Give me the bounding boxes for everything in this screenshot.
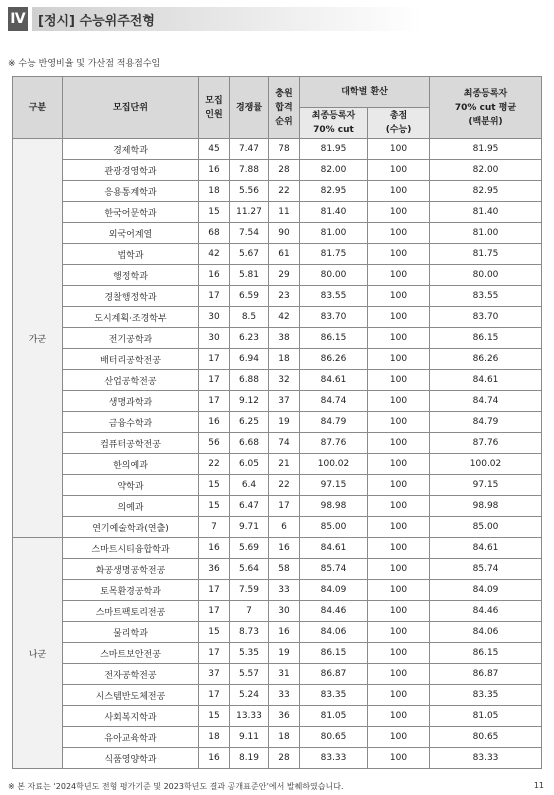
rank-cell: 16 <box>269 538 300 559</box>
footnote: ※ 본 자료는 ‘2024학년도 전형 평가기준 및 2023학년도 결과 공개표준안’에서 발췌하였습니다. <box>8 782 344 791</box>
table-row <box>13 160 542 181</box>
quota-cell: 42 <box>199 244 230 265</box>
total-cell: 100 <box>368 433 430 454</box>
percentile-cell: 86.15 <box>430 328 542 349</box>
rate-cell: 5.35 <box>230 643 269 664</box>
unit-cell: 화공생명공학전공 <box>63 559 199 580</box>
final-cut-cell: 87.76 <box>300 433 368 454</box>
quota-cell: 45 <box>199 139 230 160</box>
final-cut-cell: 84.06 <box>300 622 368 643</box>
percentile-cell: 98.98 <box>430 496 542 517</box>
total-cell: 100 <box>368 244 430 265</box>
rate-cell: 7.59 <box>230 580 269 601</box>
unit-cell: 응용통계학과 <box>63 181 199 202</box>
unit-cell: 스마트팩토리전공 <box>63 601 199 622</box>
table-row <box>13 265 542 286</box>
rank-cell: 37 <box>269 391 300 412</box>
rank-cell: 11 <box>269 202 300 223</box>
rank-cell: 23 <box>269 286 300 307</box>
total-cell: 100 <box>368 265 430 286</box>
table-row <box>13 370 542 391</box>
total-cell: 100 <box>368 685 430 706</box>
total-cell: 100 <box>368 307 430 328</box>
table-row <box>13 622 542 643</box>
quota-cell: 37 <box>199 664 230 685</box>
results-table <box>12 76 542 769</box>
percentile-cell: 84.74 <box>430 391 542 412</box>
unit-cell: 토목환경공학과 <box>63 580 199 601</box>
group-label: 가군 <box>13 139 63 538</box>
table-row <box>13 307 542 328</box>
percentile-cell: 82.00 <box>430 160 542 181</box>
final-cut-cell: 81.75 <box>300 244 368 265</box>
table-row <box>13 580 542 601</box>
total-cell: 100 <box>368 181 430 202</box>
quota-cell: 56 <box>199 433 230 454</box>
rank-cell: 16 <box>269 622 300 643</box>
table-row <box>13 454 542 475</box>
rank-cell: 31 <box>269 664 300 685</box>
section-title: [정시] 수능위주전형 <box>32 7 554 31</box>
percentile-cell: 84.46 <box>430 601 542 622</box>
rate-cell: 5.69 <box>230 538 269 559</box>
unit-cell: 전자공학전공 <box>63 664 199 685</box>
rate-cell: 6.59 <box>230 286 269 307</box>
quota-cell: 68 <box>199 223 230 244</box>
quota-cell: 15 <box>199 475 230 496</box>
final-cut-cell: 81.00 <box>300 223 368 244</box>
percentile-cell: 84.09 <box>430 580 542 601</box>
rank-cell: 61 <box>269 244 300 265</box>
final-cut-cell: 82.95 <box>300 181 368 202</box>
total-cell: 100 <box>368 286 430 307</box>
unit-cell: 약학과 <box>63 475 199 496</box>
unit-cell: 금융수학과 <box>63 412 199 433</box>
rate-cell: 7.47 <box>230 139 269 160</box>
rate-cell: 5.64 <box>230 559 269 580</box>
final-cut-cell: 84.09 <box>300 580 368 601</box>
percentile-cell: 85.00 <box>430 517 542 538</box>
unit-cell: 생명과학과 <box>63 391 199 412</box>
rate-cell: 7.54 <box>230 223 269 244</box>
percentile-cell: 87.76 <box>430 433 542 454</box>
unit-cell: 전기공학과 <box>63 328 199 349</box>
final-cut-cell: 81.95 <box>300 139 368 160</box>
percentile-cell: 82.95 <box>430 181 542 202</box>
unit-cell: 행정학과 <box>63 265 199 286</box>
total-cell: 100 <box>368 706 430 727</box>
quota-cell: 15 <box>199 622 230 643</box>
group-label: 나군 <box>13 538 63 769</box>
quota-cell: 17 <box>199 601 230 622</box>
quota-cell: 17 <box>199 286 230 307</box>
rank-cell: 78 <box>269 139 300 160</box>
final-cut-cell: 85.00 <box>300 517 368 538</box>
final-cut-cell: 98.98 <box>300 496 368 517</box>
quota-cell: 17 <box>199 685 230 706</box>
table-row <box>13 706 542 727</box>
total-cell: 100 <box>368 496 430 517</box>
final-cut-cell: 80.65 <box>300 727 368 748</box>
quota-cell: 16 <box>199 160 230 181</box>
unit-cell: 법학과 <box>63 244 199 265</box>
total-cell: 100 <box>368 664 430 685</box>
rate-cell: 5.24 <box>230 685 269 706</box>
total-cell: 100 <box>368 349 430 370</box>
quota-cell: 16 <box>199 538 230 559</box>
table-row <box>13 559 542 580</box>
percentile-cell: 81.00 <box>430 223 542 244</box>
rate-cell: 6.05 <box>230 454 269 475</box>
unit-cell: 배터리공학전공 <box>63 349 199 370</box>
final-cut-cell: 84.46 <box>300 601 368 622</box>
final-cut-cell: 83.35 <box>300 685 368 706</box>
table-row <box>13 244 542 265</box>
rate-cell: 7 <box>230 601 269 622</box>
quota-cell: 30 <box>199 307 230 328</box>
quota-cell: 15 <box>199 202 230 223</box>
table-row <box>13 328 542 349</box>
rate-cell: 8.19 <box>230 748 269 769</box>
total-cell: 100 <box>368 643 430 664</box>
percentile-cell: 80.00 <box>430 265 542 286</box>
rate-cell: 9.12 <box>230 391 269 412</box>
top-note: ※ 수능 반영비율 및 가산점 적용점수임 <box>8 59 161 69</box>
rate-cell: 6.94 <box>230 349 269 370</box>
table-row <box>13 727 542 748</box>
final-cut-cell: 86.26 <box>300 349 368 370</box>
unit-cell: 의예과 <box>63 496 199 517</box>
final-cut-cell: 83.55 <box>300 286 368 307</box>
rank-cell: 28 <box>269 160 300 181</box>
rank-cell: 28 <box>269 748 300 769</box>
unit-cell: 관광경영학과 <box>63 160 199 181</box>
unit-cell: 연기예술학과(연출) <box>63 517 199 538</box>
quota-cell: 17 <box>199 391 230 412</box>
rank-cell: 18 <box>269 349 300 370</box>
quota-cell: 17 <box>199 370 230 391</box>
quota-cell: 18 <box>199 181 230 202</box>
quota-cell: 22 <box>199 454 230 475</box>
rate-cell: 9.71 <box>230 517 269 538</box>
rank-cell: 21 <box>269 454 300 475</box>
total-cell: 100 <box>368 727 430 748</box>
section-header <box>8 6 554 32</box>
rank-cell: 30 <box>269 601 300 622</box>
total-cell: 100 <box>368 412 430 433</box>
total-cell: 100 <box>368 328 430 349</box>
table-row <box>13 223 542 244</box>
total-cell: 100 <box>368 223 430 244</box>
quota-cell: 17 <box>199 580 230 601</box>
unit-cell: 도시계획·조경학부 <box>63 307 199 328</box>
total-cell: 100 <box>368 391 430 412</box>
header-total: 총점 (수능) <box>368 108 430 139</box>
percentile-cell: 83.70 <box>430 307 542 328</box>
table-row <box>13 601 542 622</box>
quota-cell: 16 <box>199 748 230 769</box>
rate-cell: 13.33 <box>230 706 269 727</box>
total-cell: 100 <box>368 748 430 769</box>
quota-cell: 30 <box>199 328 230 349</box>
final-cut-cell: 84.74 <box>300 391 368 412</box>
quota-cell: 36 <box>199 559 230 580</box>
total-cell: 100 <box>368 559 430 580</box>
percentile-cell: 86.15 <box>430 643 542 664</box>
rank-cell: 58 <box>269 559 300 580</box>
total-cell: 100 <box>368 580 430 601</box>
table-row <box>13 517 542 538</box>
final-cut-cell: 84.61 <box>300 370 368 391</box>
header-percentile: 최종등록자 70% cut 평균 (백분위) <box>430 77 542 139</box>
rate-cell: 9.11 <box>230 727 269 748</box>
total-cell: 100 <box>368 160 430 181</box>
unit-cell: 식품영양학과 <box>63 748 199 769</box>
header-gubun: 구분 <box>13 77 63 139</box>
table-row <box>13 748 542 769</box>
unit-cell: 물리학과 <box>63 622 199 643</box>
rank-cell: 74 <box>269 433 300 454</box>
page-number: 11 <box>533 781 544 790</box>
quota-cell: 15 <box>199 496 230 517</box>
final-cut-cell: 84.79 <box>300 412 368 433</box>
final-cut-cell: 80.00 <box>300 265 368 286</box>
rate-cell: 7.88 <box>230 160 269 181</box>
rate-cell: 5.81 <box>230 265 269 286</box>
rank-cell: 22 <box>269 181 300 202</box>
table-row <box>13 538 542 559</box>
unit-cell: 한의예과 <box>63 454 199 475</box>
table-row <box>13 496 542 517</box>
rank-cell: 42 <box>269 307 300 328</box>
rate-cell: 6.47 <box>230 496 269 517</box>
header-final-cut: 최종등록자 70% cut <box>300 108 368 139</box>
final-cut-cell: 81.05 <box>300 706 368 727</box>
total-cell: 100 <box>368 517 430 538</box>
header-rate: 경쟁률 <box>230 77 269 139</box>
rank-cell: 22 <box>269 475 300 496</box>
table-row <box>13 643 542 664</box>
rank-cell: 19 <box>269 643 300 664</box>
unit-cell: 유아교육학과 <box>63 727 199 748</box>
table-row <box>13 664 542 685</box>
unit-cell: 스마트시티융합학과 <box>63 538 199 559</box>
header-rank: 충원 합격 순위 <box>269 77 300 139</box>
final-cut-cell: 100.02 <box>300 454 368 475</box>
rate-cell: 6.68 <box>230 433 269 454</box>
total-cell: 100 <box>368 475 430 496</box>
total-cell: 100 <box>368 601 430 622</box>
unit-cell: 스마트보안전공 <box>63 643 199 664</box>
rate-cell: 11.27 <box>230 202 269 223</box>
unit-cell: 시스템반도체전공 <box>63 685 199 706</box>
final-cut-cell: 86.87 <box>300 664 368 685</box>
unit-cell: 한국어문학과 <box>63 202 199 223</box>
percentile-cell: 81.75 <box>430 244 542 265</box>
total-cell: 100 <box>368 622 430 643</box>
header-quota: 모집 인원 <box>199 77 230 139</box>
table-row <box>13 475 542 496</box>
rank-cell: 32 <box>269 370 300 391</box>
total-cell: 100 <box>368 202 430 223</box>
percentile-cell: 83.55 <box>430 286 542 307</box>
quota-cell: 18 <box>199 727 230 748</box>
percentile-cell: 83.35 <box>430 685 542 706</box>
rank-cell: 38 <box>269 328 300 349</box>
total-cell: 100 <box>368 538 430 559</box>
rank-cell: 33 <box>269 685 300 706</box>
percentile-cell: 84.06 <box>430 622 542 643</box>
rank-cell: 33 <box>269 580 300 601</box>
table-row <box>13 349 542 370</box>
percentile-cell: 80.65 <box>430 727 542 748</box>
final-cut-cell: 83.70 <box>300 307 368 328</box>
rate-cell: 8.5 <box>230 307 269 328</box>
rate-cell: 6.23 <box>230 328 269 349</box>
rate-cell: 5.57 <box>230 664 269 685</box>
quota-cell: 16 <box>199 265 230 286</box>
table-row <box>13 181 542 202</box>
percentile-cell: 86.26 <box>430 349 542 370</box>
quota-cell: 17 <box>199 349 230 370</box>
rank-cell: 6 <box>269 517 300 538</box>
rate-cell: 8.73 <box>230 622 269 643</box>
final-cut-cell: 82.00 <box>300 160 368 181</box>
final-cut-cell: 86.15 <box>300 328 368 349</box>
final-cut-cell: 84.61 <box>300 538 368 559</box>
rank-cell: 18 <box>269 727 300 748</box>
total-cell: 100 <box>368 370 430 391</box>
percentile-cell: 86.87 <box>430 664 542 685</box>
table-row <box>13 685 542 706</box>
unit-cell: 컴퓨터공학전공 <box>63 433 199 454</box>
rate-cell: 5.56 <box>230 181 269 202</box>
table-row <box>13 139 542 160</box>
rank-cell: 90 <box>269 223 300 244</box>
quota-cell: 17 <box>199 643 230 664</box>
percentile-cell: 100.02 <box>430 454 542 475</box>
table-row <box>13 286 542 307</box>
unit-cell: 산업공학전공 <box>63 370 199 391</box>
final-cut-cell: 85.74 <box>300 559 368 580</box>
unit-cell: 외국어계열 <box>63 223 199 244</box>
unit-cell: 사회복지학과 <box>63 706 199 727</box>
percentile-cell: 81.95 <box>430 139 542 160</box>
rank-cell: 19 <box>269 412 300 433</box>
quota-cell: 7 <box>199 517 230 538</box>
percentile-cell: 84.61 <box>430 538 542 559</box>
rank-cell: 29 <box>269 265 300 286</box>
percentile-cell: 84.79 <box>430 412 542 433</box>
table-row <box>13 391 542 412</box>
table-row <box>13 433 542 454</box>
quota-cell: 16 <box>199 412 230 433</box>
header-conversion-group: 대학별 환산 <box>300 77 430 108</box>
final-cut-cell: 81.40 <box>300 202 368 223</box>
table-row <box>13 202 542 223</box>
rate-cell: 5.67 <box>230 244 269 265</box>
percentile-cell: 83.33 <box>430 748 542 769</box>
percentile-cell: 81.05 <box>430 706 542 727</box>
final-cut-cell: 83.33 <box>300 748 368 769</box>
rate-cell: 6.88 <box>230 370 269 391</box>
percentile-cell: 97.15 <box>430 475 542 496</box>
total-cell: 100 <box>368 139 430 160</box>
percentile-cell: 81.40 <box>430 202 542 223</box>
total-cell: 100 <box>368 454 430 475</box>
rank-cell: 17 <box>269 496 300 517</box>
unit-cell: 경찰행정학과 <box>63 286 199 307</box>
final-cut-cell: 86.15 <box>300 643 368 664</box>
rate-cell: 6.25 <box>230 412 269 433</box>
percentile-cell: 84.61 <box>430 370 542 391</box>
rate-cell: 6.4 <box>230 475 269 496</box>
percentile-cell: 85.74 <box>430 559 542 580</box>
section-number: Ⅳ <box>8 7 28 31</box>
rank-cell: 36 <box>269 706 300 727</box>
unit-cell: 경제학과 <box>63 139 199 160</box>
table-row <box>13 412 542 433</box>
quota-cell: 15 <box>199 706 230 727</box>
header-unit: 모집단위 <box>63 77 199 139</box>
final-cut-cell: 97.15 <box>300 475 368 496</box>
table-body <box>13 139 542 769</box>
